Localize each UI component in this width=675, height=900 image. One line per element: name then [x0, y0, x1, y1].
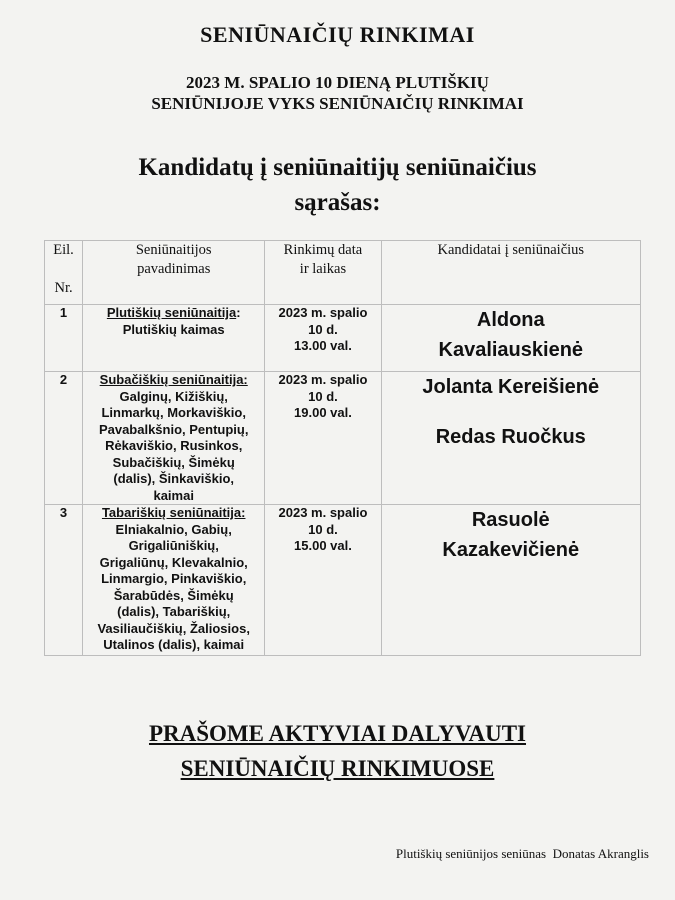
- date-line: 10 d.: [308, 521, 338, 537]
- header-ward: [83, 241, 265, 305]
- table-row: [45, 305, 641, 372]
- date-cell: [265, 372, 381, 505]
- ward-name-suffix: :: [236, 305, 241, 320]
- candidates-table: [44, 240, 641, 656]
- appeal-line-1: PRAŠOME AKTYVIAI DALYVAUTI: [148, 721, 527, 746]
- date-line: 2023 m. spalio: [278, 505, 368, 520]
- header-date-line-1: Rinkimų data: [283, 242, 363, 258]
- date-line: 10 d.: [308, 388, 338, 404]
- signature-name: Donatas Akranglis: [552, 846, 649, 861]
- subtitle-line-2: SENIŪNIJOJE VYKS SENIŪNAIČIŲ RINKIMAI: [151, 94, 524, 113]
- table-row: [45, 372, 641, 505]
- candidates-cell: [381, 505, 640, 656]
- header-nr-line-2: Nr.: [54, 280, 73, 296]
- row-number: 3: [45, 505, 83, 656]
- ward-name-line: [83, 505, 264, 522]
- candidate-name: Jolanta Kereišienė: [422, 376, 600, 398]
- header-candidates: [381, 241, 640, 305]
- header-date: [265, 241, 381, 305]
- notice-subtitle: [0, 72, 675, 114]
- ward-name: Subačiškių seniūnaitija:: [99, 372, 248, 387]
- row-number: 2: [45, 372, 83, 505]
- ward-village-line: Vasiliaučiškių, Žaliosios,: [97, 620, 250, 636]
- ward-name-line: [83, 372, 264, 389]
- candidates-cell: [381, 305, 640, 372]
- candidate-name-line: Rasuolė: [471, 509, 550, 531]
- date-line: 10 d.: [308, 321, 338, 337]
- candidate-name-line: Kavaliauskienė: [438, 339, 584, 361]
- candidates-cell: [381, 372, 640, 505]
- date-line: 2023 m. spalio: [278, 372, 368, 387]
- header-date-line-2: ir laikas: [299, 261, 347, 277]
- ward-village-line: Subačiškių, Šimėkų: [112, 454, 235, 470]
- row-number: 1: [45, 305, 83, 372]
- candidate-name-line: Aldona: [476, 309, 545, 331]
- table-header-row: [45, 241, 641, 305]
- ward-name: Tabariškių seniūnaitija:: [101, 505, 246, 520]
- ward-village-line: Grigaliūniškių,: [128, 538, 219, 553]
- list-heading-line-2: sąrašas:: [294, 189, 381, 216]
- time-line: 19.00 val.: [294, 405, 352, 420]
- ward-village-line: (dalis), Tabariškių,: [117, 604, 231, 619]
- header-nr: [45, 241, 83, 305]
- list-heading-line-1: Kandidatų į seniūnaitijų seniūnaičius: [138, 154, 537, 181]
- date-line: 2023 m. spalio: [278, 305, 368, 320]
- candidate-list-heading: [0, 150, 675, 220]
- ward-village-line: Pavabalkšnio, Pentupių,: [98, 421, 249, 437]
- ward-village-line: Elniakalnio, Gabių,: [115, 521, 232, 537]
- ward-village-line: Plutiškių kaimas: [122, 321, 225, 337]
- header-candidates-label: Kandidatai į seniūnaičius: [437, 242, 585, 258]
- ward-village-line: Linmargio, Pinkaviškio,: [101, 571, 247, 586]
- candidate-name-line: Kazakevičienė: [442, 539, 580, 561]
- ward-cell: [83, 305, 265, 372]
- ward-village-line: (dalis), Šinkaviškio,: [113, 471, 235, 486]
- table-row: [45, 505, 641, 656]
- header-nr-line-1: Eil.: [53, 242, 74, 258]
- participation-appeal: [0, 716, 675, 786]
- appeal-line-2: SENIŪNAIČIŲ RINKIMUOSE: [180, 756, 495, 781]
- ward-cell: [83, 372, 265, 505]
- header-ward-line-2: pavadinimas: [137, 261, 211, 277]
- header-ward-line-1: Seniūnaitijos: [135, 242, 212, 258]
- ward-village-line: Linmarkų, Morkaviškio,: [101, 405, 246, 420]
- signature-position: Plutiškių seniūnijos seniūnas: [395, 846, 547, 861]
- ward-village-line: Grigaliūnų, Klevakalnio,: [99, 554, 248, 570]
- signature-block: [396, 846, 649, 862]
- subtitle-line-1: 2023 M. SPALIO 10 DIENĄ PLUTIŠKIŲ: [186, 73, 489, 92]
- ward-name-line: [83, 305, 264, 322]
- candidate-name: Redas Ruočkus: [435, 426, 586, 448]
- ward-village-line: Rėkaviškio, Rusinkos,: [105, 438, 243, 453]
- ward-village-line: Galginų, Kižiškių,: [119, 388, 228, 404]
- ward-cell: [83, 505, 265, 656]
- time-line: 13.00 val.: [294, 338, 352, 353]
- ward-village-line: Utalinos (dalis), kaimai: [103, 637, 245, 652]
- ward-name: Plutiškių seniūnaitija: [106, 305, 237, 320]
- time-line: 15.00 val.: [294, 538, 352, 553]
- notice-title: SENIŪNAIČIŲ RINKIMAI: [200, 22, 475, 47]
- ward-village-line: Šarabūdės, Šimėkų: [113, 587, 234, 603]
- ward-village-line: kaimai: [153, 487, 194, 503]
- date-cell: [265, 505, 381, 656]
- date-cell: [265, 305, 381, 372]
